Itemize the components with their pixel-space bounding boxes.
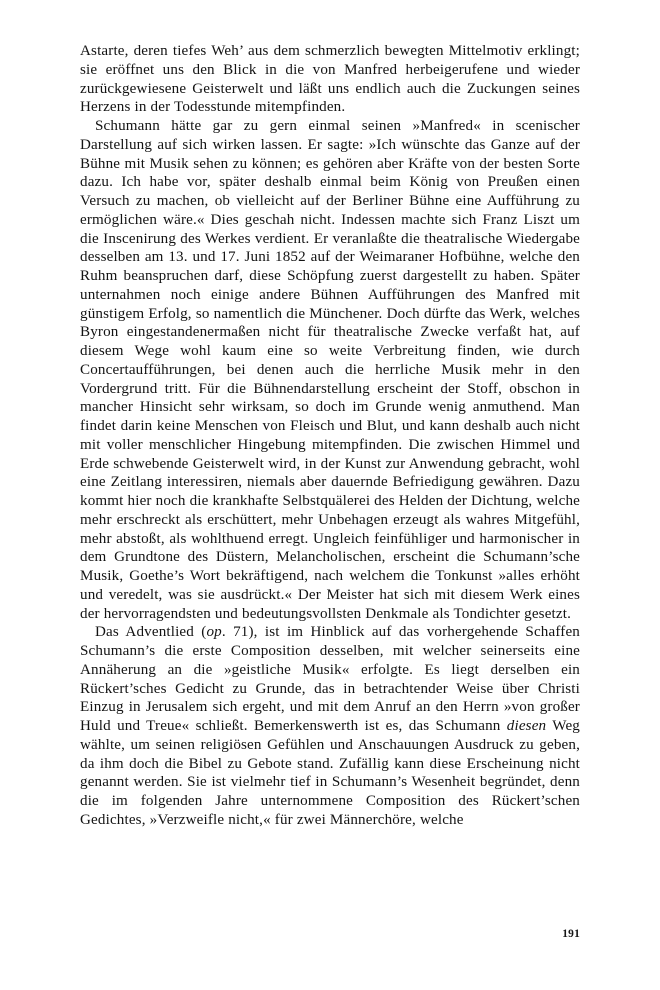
paragraph-astarte: Astarte, deren tiefes Weh’ aus dem schmerzlich bewegten Mittelmotiv erklingt; sie eröffnet uns den Blick in die von Manfred herbeigerufene und wieder zurückgewiesene Geisterwelt und läßt uns endlich auch die Zuckungen seines Herzens in der Todesstunde mitempfinden. (80, 43, 580, 116)
emphasis-text: op (206, 624, 222, 641)
paragraph-adventlied: Das Adventlied (op. 71), ist im Hinblick auf das vorhergehende Schaffen Schumann’s die erste Composition desselben, mit welcher seinerseits eine Annäherung an die »geistliche Musik« erfolgte. Es liegt derselben ein Rückert’sches Gedicht zu Grunde, das in betrachtender Weise über Christi Einzug in Jerusalem sich ergeht, und mit dem Anruf an den Herrn »von großer Huld und Treue« schließt. Bemerkenswerth ist es, das Schumann diesen Weg wählte, um seinen religiösen Gefühlen und Anschauungen Ausdruck zu geben, da ihm doch die Bibel zu Gebote stand. Zufällig kann diese Erscheinung nicht genannt werden. Sie ist vielmehr tief in Schumann’s Wesenheit begründet, denn die im folgenden Jahre unternommene Composition des Rückert’schen Gedichtes, »Verzweifle nicht,« für zwei Männerchöre, welche (80, 624, 580, 828)
emphasis-text: diesen (506, 718, 547, 734)
page-text-block (80, 42, 580, 830)
page-number: 191 (562, 928, 580, 940)
paragraph-manfred: Schumann hätte gar zu gern einmal seinen »Manfred« in scenischer Darstellung auf sich wirken lassen. Er sagte: »Ich wünschte das Ganze auf der Bühne mit Musik sehen zu können; es gehören aber Kräfte von der besten Sorte dazu. Ich habe vor, später deshalb einmal beim König von Preußen einen Versuch zu machen, ob vielleicht auf der Berliner Bühne eine Aufführung zu ermöglichen wäre.« Dies geschah nicht. Indessen machte sich Franz Liszt um die Inscenirung des Werkes verdient. Er veranlaßte die theatralische Wiedergabe desselben am 13. und 17. Juni 1852 auf der Weimaraner Hofbühne, welche den Ruhm beanspruchen darf, diese Schöpfung zuerst dargestellt zu haben. Später unternahmen noch einige andere Bühnen Aufführungen des Manfred mit günstigem Erfolg, so namentlich die Münchener. Doch dürfte das Werk, welches Byron eingestandenermaßen nicht für theatralische Zwecke verfaßt hat, auf diesem Wege wohl kaum eine so weite Verbreitung finden, wie durch Concertaufführungen, bei denen auch die herrliche Musik mehr in den Vordergrund tritt. Für die Bühnendarstellung erscheint der Stoff, obschon in mancher Hinsicht sehr wirksam, so doch im Grunde wenig anmuthend. Man findet darin keine Menschen von Fleisch und Blut, und kann deshalb auch nicht mit voller menschlicher Hingebung mitempfinden. Die zwischen Himmel und Erde schwebende Geisterwelt wird, in der Kunst zur Anwendung gebracht, wohl eine Zeitlang interessiren, niemals aber dauernde Befriedigung gewähren. Dazu kommt hier noch die krankhafte Selbstquälerei des Helden der Dichtung, welche mehr erschreckt als erschüttert, mehr Unbehagen erzeugt als wahres Mitgefühl, mehr abstoßt, als wohlthuend erregt. Ungleich feinfühliger und harmonischer in dem Grundtone des Düstern, Melancholischen, erscheint die Schumann’sche Musik, Goethe’s Wort bekräftigend, nach welchem die Tonkunst »alles erhöht und veredelt, was sie ausdrückt.« Der Meister hat sich mit diesem Werk eines der hervorragendsten und bedeutungsvollsten Denkmale als Tondichter gesetzt. (80, 118, 580, 622)
